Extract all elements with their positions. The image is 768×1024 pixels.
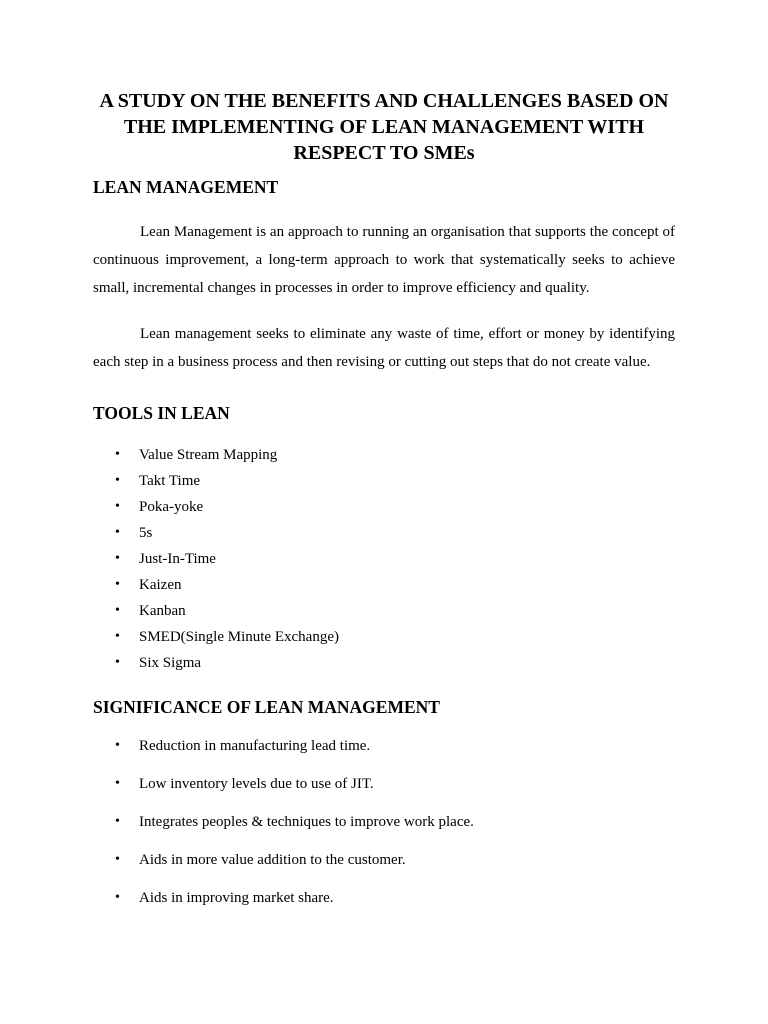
- list-item-text: Kanban: [139, 603, 186, 619]
- bullet-icon: •: [115, 776, 120, 791]
- bullet-icon: •: [115, 525, 120, 540]
- list-item-text: Six Sigma: [139, 655, 202, 671]
- list-item-text: Integrates peoples & techniques to improve work place.: [139, 814, 474, 830]
- list-item: [93, 442, 675, 468]
- list-item-text: Aids in improving market share.: [139, 890, 334, 906]
- list-item: [93, 494, 675, 520]
- list-item-text: SMED(Single Minute Exchange): [139, 629, 339, 645]
- list-item: [93, 650, 675, 676]
- list-item-text: Kaizen: [139, 577, 182, 593]
- bullet-icon: •: [115, 551, 120, 566]
- list-item: [93, 774, 675, 794]
- list-item: [93, 572, 675, 598]
- significance-list: [93, 736, 675, 908]
- list-item: [93, 468, 675, 494]
- section-heading-significance: SIGNIFICANCE OF LEAN MANAGEMENT: [93, 697, 440, 717]
- list-item-text: 5s: [139, 525, 153, 541]
- list-item-text: Reduction in manufacturing lead time.: [139, 738, 371, 754]
- list-item: [93, 520, 675, 546]
- list-item-text: Aids in more value addition to the customer.: [139, 852, 406, 868]
- list-item: [93, 598, 675, 624]
- list-item-text: Poka-yoke: [139, 499, 204, 515]
- bullet-icon: •: [115, 814, 120, 829]
- bullet-icon: •: [115, 603, 120, 618]
- bullet-icon: •: [115, 447, 120, 462]
- section-heading-lean-management: LEAN MANAGEMENT: [93, 177, 279, 197]
- list-item: [93, 812, 675, 832]
- paragraph-lean-waste: Lean management seeks to eliminate any waste of time, effort or money by identifying each step in a business process and then revising or cutting out steps that do not create value.: [93, 326, 675, 370]
- list-item: [93, 888, 675, 908]
- section-heading-tools: TOOLS IN LEAN: [93, 403, 230, 423]
- bullet-icon: •: [115, 473, 120, 488]
- document-title: A STUDY ON THE BENEFITS AND CHALLENGES BASED ON THE IMPLEMENTING OF LEAN MANAGEMENT WITH RESPECT TO SMEs: [99, 90, 669, 164]
- list-item-text: Low inventory levels due to use of JIT.: [139, 776, 374, 792]
- list-item-text: Just-In-Time: [139, 551, 216, 567]
- list-item: [93, 624, 675, 650]
- list-item-text: Takt Time: [139, 473, 201, 489]
- paragraph-lean-definition: Lean Management is an approach to running an organisation that supports the concept of continuous improvement, a long-term approach to work that systematically seeks to achieve small, incremental changes in processes in order to improve efficiency and quality.: [93, 224, 675, 296]
- bullet-icon: •: [115, 499, 120, 514]
- tools-list: [93, 442, 675, 676]
- bullet-icon: •: [115, 577, 120, 592]
- list-item: [93, 850, 675, 870]
- list-item-text: Value Stream Mapping: [139, 447, 278, 463]
- list-item: [93, 546, 675, 572]
- list-item: [93, 736, 675, 756]
- bullet-icon: •: [115, 655, 120, 670]
- bullet-icon: •: [115, 738, 120, 753]
- bullet-icon: •: [115, 890, 120, 905]
- bullet-icon: •: [115, 852, 120, 867]
- bullet-icon: •: [115, 629, 120, 644]
